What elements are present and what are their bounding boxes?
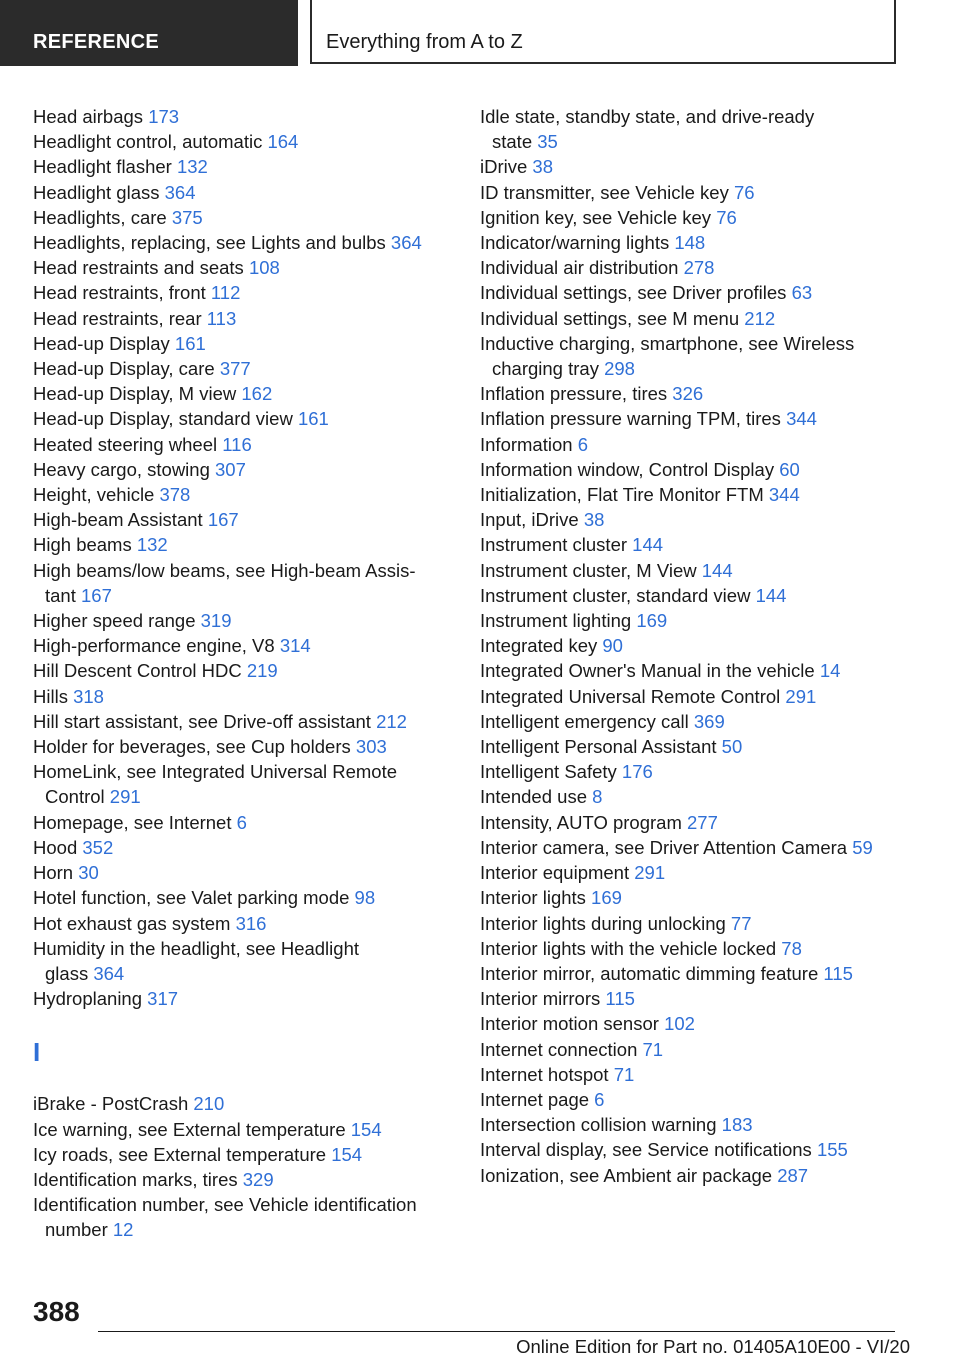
entry-term: Interior camera, see Driver Attention Camera (480, 836, 848, 858)
index-entry (480, 860, 910, 885)
entry-term: Interior mirrors (480, 988, 601, 1010)
entry-term: Instrument lighting (480, 610, 632, 632)
page-reference-link[interactable]: 164 (267, 131, 299, 153)
page-reference-link[interactable]: 132 (176, 156, 208, 178)
entry-term: High beams/low beams, see High-beam Assis‐ (33, 559, 416, 581)
index-entry (480, 432, 910, 457)
entry-term: Interior lights with the vehicle locked (480, 937, 777, 959)
index-entry (33, 457, 453, 482)
entry-term: Interior motion sensor (480, 1013, 659, 1035)
page-reference-link[interactable]: 8 (592, 786, 603, 808)
index-entry (33, 1142, 453, 1167)
index-entry (33, 230, 453, 255)
footer-edition: Online Edition for Part no. 01405A10E00 - VI/20 (516, 1336, 910, 1357)
page-reference-link[interactable]: 76 (716, 206, 737, 228)
index-entry (33, 532, 453, 557)
entry-term: Interval display, see Service notifications (480, 1139, 812, 1161)
page-reference-link[interactable]: 115 (823, 962, 853, 984)
index-entry (480, 1112, 910, 1137)
index-column-left (33, 104, 453, 1243)
page-reference-link[interactable]: 6 (594, 1088, 605, 1110)
page-reference-link[interactable]: 30 (78, 862, 99, 884)
page-reference-link[interactable]: 344 (786, 408, 817, 430)
index-entry (33, 280, 453, 305)
entry-term: Ignition key, see Vehicle key (480, 206, 712, 228)
entry-term: Internet connection (480, 1038, 638, 1060)
entry-term: Head restraints, front (33, 282, 206, 304)
index-entry (480, 633, 910, 658)
entry-term: Inflation pressure warning TPM, tires (480, 408, 781, 430)
entry-term: Intensity, AUTO program (480, 811, 682, 833)
index-entry (33, 104, 453, 129)
index-entry (33, 482, 453, 507)
entry-term: Holder for beverages, see Cup holders (33, 736, 351, 758)
index-entry (33, 936, 453, 986)
index-entry (33, 684, 453, 709)
entry-term: Intelligent Personal Assistant (480, 736, 717, 758)
entry-term: Indicator/warning lights (480, 232, 670, 254)
index-entry (480, 1011, 910, 1036)
entry-term: Icy roads, see External temperature (33, 1143, 327, 1165)
entry-term: Height, vehicle (33, 484, 155, 506)
index-entry (480, 1037, 910, 1062)
page-reference-link[interactable]: 162 (241, 383, 273, 405)
page-reference-link[interactable]: 183 (721, 1114, 753, 1136)
page-reference-link[interactable]: 303 (355, 736, 387, 758)
page-reference-link[interactable]: 60 (779, 458, 800, 480)
entry-term: High-beam Assistant (33, 509, 203, 531)
entry-term: Hill Descent Control HDC (33, 660, 242, 682)
entry-term: Intended use (480, 786, 587, 808)
index-entry (480, 306, 910, 331)
index-entry (33, 381, 453, 406)
entry-term: Homepage, see Internet (33, 811, 232, 833)
index-entry (33, 205, 453, 230)
page-reference-link[interactable]: 287 (777, 1164, 809, 1186)
index-entry (480, 961, 910, 986)
page-header (0, 0, 960, 66)
entry-term-continued: Control (45, 786, 105, 808)
page-reference-link[interactable]: 378 (159, 484, 191, 506)
index-entry (480, 205, 910, 230)
page-reference-link[interactable]: 212 (376, 710, 407, 732)
page-reference-link[interactable]: 148 (674, 232, 706, 254)
index-entry (33, 608, 453, 633)
page-reference-link[interactable]: 298 (604, 358, 635, 380)
index-entry (480, 810, 910, 835)
index-entry (480, 1062, 910, 1087)
index-entry (33, 885, 453, 910)
page-reference-link[interactable]: 307 (215, 458, 246, 480)
page-reference-link[interactable]: 369 (693, 710, 725, 732)
page-reference-link[interactable]: 59 (852, 836, 873, 858)
index-entry (480, 936, 910, 961)
index-entry (480, 255, 910, 280)
page-reference-link[interactable]: 6 (577, 433, 588, 455)
index-entry (33, 1167, 453, 1192)
page-reference-link[interactable]: 161 (297, 408, 329, 430)
index-entry (480, 759, 910, 784)
entry-term: ID transmitter, see Vehicle key (480, 181, 729, 203)
page-reference-link[interactable]: 98 (354, 887, 376, 909)
index-entry (480, 331, 910, 381)
page-reference-link[interactable]: 316 (235, 912, 267, 934)
page-reference-link[interactable]: 6 (236, 811, 247, 833)
index-entry (480, 684, 910, 709)
entry-term: Idle state, standby state, and drive-ready (480, 106, 815, 127)
entry-term: Individual settings, see Driver profiles (480, 282, 787, 304)
entry-term: Headlights, replacing, see Lights and bulbs (33, 232, 386, 254)
entry-term: HomeLink, see Integrated Universal Remote (33, 761, 398, 783)
index-entry (33, 432, 453, 457)
entry-term: Individual air distribution (480, 257, 679, 279)
page-reference-link[interactable]: 63 (791, 282, 813, 304)
index-entry (480, 180, 910, 205)
index-entry (480, 381, 910, 406)
entry-term: Hotel function, see Valet parking mode (33, 887, 350, 909)
entry-term: Hill start assistant, see Drive-off assistant (33, 710, 371, 732)
entry-term: Ionization, see Ambient air package (480, 1164, 773, 1186)
entry-term-continued: state (492, 131, 533, 153)
page-reference-link[interactable]: 176 (621, 761, 653, 783)
page-reference-link[interactable]: 291 (109, 786, 141, 808)
page-reference-link[interactable]: 291 (634, 862, 666, 884)
entry-term: Head-up Display, M view (33, 383, 237, 405)
index-entry (33, 129, 453, 154)
chapter-title: Everything from A to Z (310, 0, 896, 64)
entry-term-continued: glass (45, 962, 89, 984)
index-entry (33, 658, 453, 683)
index-entry (480, 154, 910, 179)
index-entry (480, 532, 910, 557)
page-reference-link[interactable]: 344 (768, 484, 800, 506)
index-entry (33, 1091, 453, 1116)
footer-rule (98, 1331, 895, 1332)
letter-heading: I (33, 1037, 41, 1068)
index-entry (480, 507, 910, 532)
page-reference-link[interactable]: 167 (207, 509, 239, 531)
page-reference-link[interactable]: 364 (93, 962, 125, 984)
index-entry (33, 154, 453, 179)
index-entry (480, 709, 910, 734)
index-entry (480, 658, 910, 683)
entry-term: Headlight glass (33, 181, 160, 203)
page-reference-link[interactable]: 115 (605, 988, 635, 1010)
index-entry (480, 583, 910, 608)
entry-term: Head-up Display (33, 332, 170, 354)
page-reference-link[interactable]: 317 (147, 988, 179, 1010)
index-entry (33, 306, 453, 331)
page-reference-link[interactable]: 102 (664, 1013, 695, 1035)
entry-term-continued: number (45, 1219, 108, 1241)
index-entry (33, 1192, 453, 1242)
entry-term: Head restraints and seats (33, 257, 244, 279)
page-reference-link[interactable]: 113 (206, 307, 237, 329)
page-reference-link[interactable]: 319 (200, 610, 232, 632)
index-entry (33, 986, 453, 1011)
page-reference-link[interactable]: 144 (755, 584, 787, 606)
page-reference-link[interactable]: 169 (591, 887, 622, 909)
entry-term: Input, iDrive (480, 509, 579, 531)
entry-group-right (480, 104, 910, 1188)
entry-term: Intelligent emergency call (480, 710, 689, 732)
entry-term: Information (480, 433, 573, 455)
page-reference-link[interactable]: 278 (683, 257, 715, 279)
index-entry (33, 255, 453, 280)
entry-term: Heated steering wheel (33, 433, 218, 455)
index-entry (33, 633, 453, 658)
entry-term: Individual settings, see M menu (480, 307, 740, 329)
page-reference-link[interactable]: 14 (819, 660, 841, 682)
index-entry (33, 406, 453, 431)
page-reference-link[interactable]: 144 (632, 534, 664, 556)
index-entry (33, 558, 453, 608)
page-reference-link[interactable]: 169 (636, 610, 668, 632)
index-entry (480, 1087, 910, 1112)
index-entry (33, 835, 453, 860)
entry-term: High-performance engine, V8 (33, 635, 275, 657)
page-reference-link[interactable]: 352 (82, 836, 114, 858)
entry-term: Higher speed range (33, 610, 196, 632)
entry-term: Instrument cluster, M View (480, 559, 697, 581)
page-reference-link[interactable]: 314 (279, 635, 311, 657)
index-entry (480, 608, 910, 633)
index-entry (33, 507, 453, 532)
entry-term: Head airbags (33, 106, 144, 127)
page-reference-link[interactable]: 167 (81, 584, 112, 606)
index-entry (33, 911, 453, 936)
entry-term: Instrument cluster (480, 534, 628, 556)
entry-term: High beams (33, 534, 132, 556)
index-entry (33, 180, 453, 205)
entry-term: Hood (33, 836, 78, 858)
page-reference-link[interactable]: 144 (701, 559, 733, 581)
entry-term: Heavy cargo, stowing (33, 458, 210, 480)
page-reference-link[interactable]: 318 (73, 685, 104, 707)
page-reference-link[interactable]: 77 (730, 912, 752, 934)
page-reference-link[interactable]: 112 (210, 282, 241, 304)
index-entry (480, 911, 910, 936)
page-reference-link[interactable]: 76 (733, 181, 755, 203)
index-entry (33, 356, 453, 381)
entry-term: Horn (33, 862, 74, 884)
page-reference-link[interactable]: 277 (687, 811, 718, 833)
page-reference-link[interactable]: 38 (583, 509, 605, 531)
page-reference-link[interactable]: 154 (331, 1143, 363, 1165)
page-reference-link[interactable]: 375 (171, 206, 203, 228)
index-entry (480, 558, 910, 583)
index-entry (480, 457, 910, 482)
entry-term: Inflation pressure, tires (480, 383, 668, 405)
index-entry (33, 709, 453, 734)
index-entry (480, 784, 910, 809)
index-entry (33, 734, 453, 759)
page-number: 388 (33, 1296, 80, 1327)
page-reference-link[interactable]: 154 (350, 1118, 382, 1140)
page-reference-link[interactable]: 38 (532, 156, 553, 178)
page-reference-link[interactable]: 291 (785, 685, 817, 707)
index-entry (33, 860, 453, 885)
index-entry (480, 986, 910, 1011)
page-reference-link[interactable]: 161 (174, 332, 206, 354)
entry-term: Hydroplaning (33, 988, 143, 1010)
page-reference-link[interactable]: 71 (642, 1038, 664, 1060)
entry-term: Identification marks, tires (33, 1168, 238, 1190)
index-entry (480, 482, 910, 507)
entry-term: iBrake - PostCrash (33, 1093, 189, 1115)
page-reference-link[interactable]: 108 (248, 257, 280, 279)
page-reference-link[interactable]: 212 (744, 307, 776, 329)
entry-term: Headlights, care (33, 206, 167, 228)
page-reference-link[interactable]: 326 (672, 383, 704, 405)
page-reference-link[interactable]: 173 (148, 106, 180, 127)
entry-term: Head-up Display, standard view (33, 408, 293, 430)
index-entry (480, 835, 910, 860)
page-reference-link[interactable]: 210 (193, 1093, 225, 1115)
index-entry (33, 759, 453, 809)
page-reference-link[interactable]: 90 (602, 635, 623, 657)
entry-term: Information window, Control Display (480, 458, 775, 480)
index-entry (480, 406, 910, 431)
entry-term: Internet page (480, 1088, 590, 1110)
entry-group-i (33, 1091, 453, 1242)
page-reference-link[interactable]: 35 (537, 131, 558, 153)
entry-term: Headlight flasher (33, 156, 172, 178)
page-reference-link[interactable]: 329 (242, 1168, 274, 1190)
page-reference-link[interactable]: 12 (112, 1219, 134, 1241)
entry-term: Instrument cluster, standard view (480, 584, 751, 606)
index-entry (480, 734, 910, 759)
index-entry (33, 810, 453, 835)
page-reference-link[interactable]: 364 (390, 232, 422, 254)
index-entry (480, 230, 910, 255)
entry-term: Intelligent Safety (480, 761, 617, 783)
entry-term: Integrated Universal Remote Control (480, 685, 781, 707)
index-column-right (480, 104, 910, 1188)
entry-term: Intersection collision warning (480, 1114, 717, 1136)
index-entry (480, 1163, 910, 1188)
entry-term: Identification number, see Vehicle identification (33, 1194, 417, 1216)
entry-term: Headlight control, automatic (33, 131, 263, 153)
page-reference-link[interactable]: 71 (613, 1063, 635, 1085)
entry-term-continued: charging tray (492, 358, 599, 380)
entry-term: Ice warning, see External temperature (33, 1118, 346, 1140)
entry-term: Integrated key (480, 635, 598, 657)
entry-group-h (33, 104, 453, 1011)
entry-term-continued: tant (45, 584, 76, 606)
entry-term: Head restraints, rear (33, 307, 202, 329)
page-reference-link[interactable]: 78 (781, 937, 802, 959)
entry-term: Interior lights (480, 887, 586, 909)
entry-term: Interior equipment (480, 862, 630, 884)
page-reference-link[interactable]: 155 (816, 1139, 848, 1161)
index-entry (480, 1137, 910, 1162)
index-entry (33, 331, 453, 356)
index-entry (480, 280, 910, 305)
entry-term: Internet hotspot (480, 1063, 609, 1085)
page-reference-link[interactable]: 116 (222, 433, 252, 455)
index-entry (480, 104, 910, 154)
entry-term: Head-up Display, care (33, 358, 215, 380)
page-reference-link[interactable]: 219 (246, 660, 278, 682)
page-reference-link[interactable]: 50 (721, 736, 743, 758)
page-reference-link[interactable]: 132 (136, 534, 168, 556)
section-tab: REFERENCE (0, 0, 298, 66)
entry-term: Inductive charging, smartphone, see Wireless (480, 332, 855, 354)
entry-term: Integrated Owner's Manual in the vehicle (480, 660, 815, 682)
index-entry (33, 1117, 453, 1142)
entry-term: Interior lights during unlocking (480, 912, 726, 934)
entry-term: Interior mirror, automatic dimming feature (480, 962, 819, 984)
entry-term: Initialization, Flat Tire Monitor FTM (480, 484, 764, 506)
entry-term: Humidity in the headlight, see Headlight (33, 937, 359, 959)
index-entry (480, 885, 910, 910)
entry-term: Hot exhaust gas system (33, 912, 231, 934)
entry-term: iDrive (480, 156, 528, 178)
entry-term: Hills (33, 685, 68, 707)
page-reference-link[interactable]: 364 (164, 181, 196, 203)
page-reference-link[interactable]: 377 (219, 358, 251, 380)
